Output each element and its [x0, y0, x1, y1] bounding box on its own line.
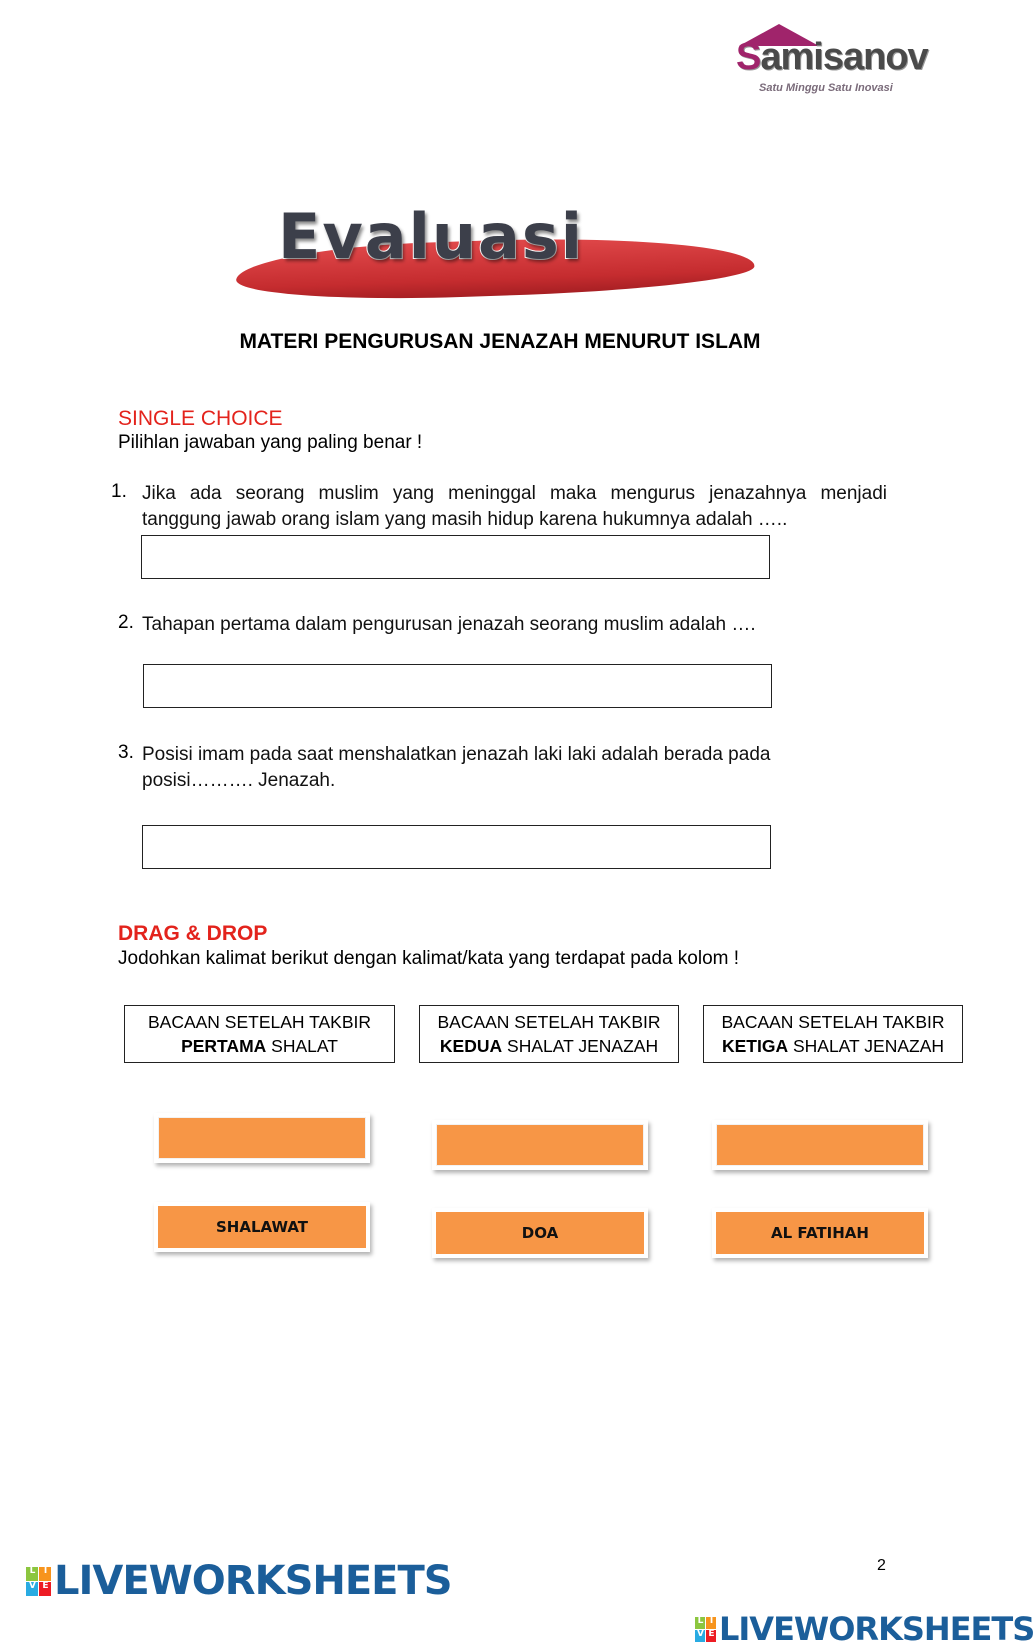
- match-prompt-2: [419, 1005, 679, 1063]
- answer-input-3[interactable]: [142, 825, 771, 869]
- question-1-line-1: Jika ada seorang muslim yang meninggal maka mengurus jenazahnya menjadi: [142, 483, 887, 504]
- question-3-line-1: Posisi imam pada saat menshalatkan jenazah laki laki adalah berada pada: [142, 744, 771, 765]
- question-1-line-2: tanggung jawab orang islam yang masih hidup karena hukumnya adalah …..: [142, 509, 788, 530]
- drop-zone-3[interactable]: [712, 1120, 928, 1170]
- liveworksheets-wordmark-left: LIVEWORKSHEETS: [54, 1558, 452, 1604]
- liveworksheets-logo-right: [695, 1610, 1034, 1648]
- brand-name: Samisanov: [736, 36, 928, 78]
- match-prompt-1-line-2: PERTAMA SHALAT: [181, 1036, 338, 1056]
- liveworksheets-grid-icon: L I V E: [26, 1567, 51, 1596]
- question-3-line-2: posisi………. Jenazah.: [142, 770, 336, 791]
- question-2-number: 2.: [118, 612, 134, 633]
- page-title: MATERI PENGURUSAN JENAZAH MENURUT ISLAM: [239, 330, 761, 353]
- match-prompt-1: [124, 1005, 395, 1063]
- single-choice-heading: SINGLE CHOICE: [118, 407, 283, 430]
- match-prompt-2-line-1: BACAAN SETELAH TAKBIR: [437, 1012, 661, 1032]
- drag-drop-heading: DRAG & DROP: [118, 922, 268, 945]
- question-2-line-1: Tahapan pertama dalam pengurusan jenazah seorang muslim adalah ….: [142, 614, 756, 635]
- drag-drop-instruction: Jodohkan kalimat berikut dengan kalimat/kata yang terdapat pada kolom !: [118, 948, 740, 969]
- drag-option-al-fatihah[interactable]: AL FATIHAH: [712, 1208, 928, 1258]
- answer-input-1[interactable]: [141, 535, 770, 579]
- evaluasi-banner: [238, 200, 756, 300]
- drop-zone-1[interactable]: [154, 1113, 370, 1163]
- drop-zone-2[interactable]: [432, 1120, 648, 1170]
- match-prompt-3-line-2: KETIGA SHALAT JENAZAH: [721, 1036, 945, 1056]
- page-number: 2: [877, 1557, 886, 1574]
- match-prompt-1-line-1: BACAAN SETELAH TAKBIR: [147, 1012, 372, 1032]
- banner-text: Evaluasi: [278, 200, 584, 273]
- liveworksheets-grid-icon-2: L I V E: [695, 1617, 716, 1642]
- liveworksheets-logo-left: [26, 1558, 452, 1604]
- match-prompt-3-line-1: BACAAN SETELAH TAKBIR: [721, 1012, 945, 1032]
- liveworksheets-wordmark-right: LIVEWORKSHEETS: [719, 1610, 1034, 1648]
- brand-tagline: Satu Minggu Satu Inovasi: [759, 82, 893, 94]
- samisanov-logo: [733, 22, 933, 102]
- drag-option-doa[interactable]: DOA: [432, 1208, 648, 1258]
- question-3-number: 3.: [118, 742, 134, 763]
- single-choice-instruction: Pilihlan jawaban yang paling benar !: [118, 432, 423, 453]
- match-prompt-3: [703, 1005, 963, 1063]
- drag-option-shalawat[interactable]: SHALAWAT: [154, 1202, 370, 1252]
- question-1-number: 1.: [111, 481, 127, 502]
- match-prompt-2-line-2: KEDUA SHALAT JENAZAH: [439, 1036, 659, 1056]
- answer-input-2[interactable]: [143, 664, 772, 708]
